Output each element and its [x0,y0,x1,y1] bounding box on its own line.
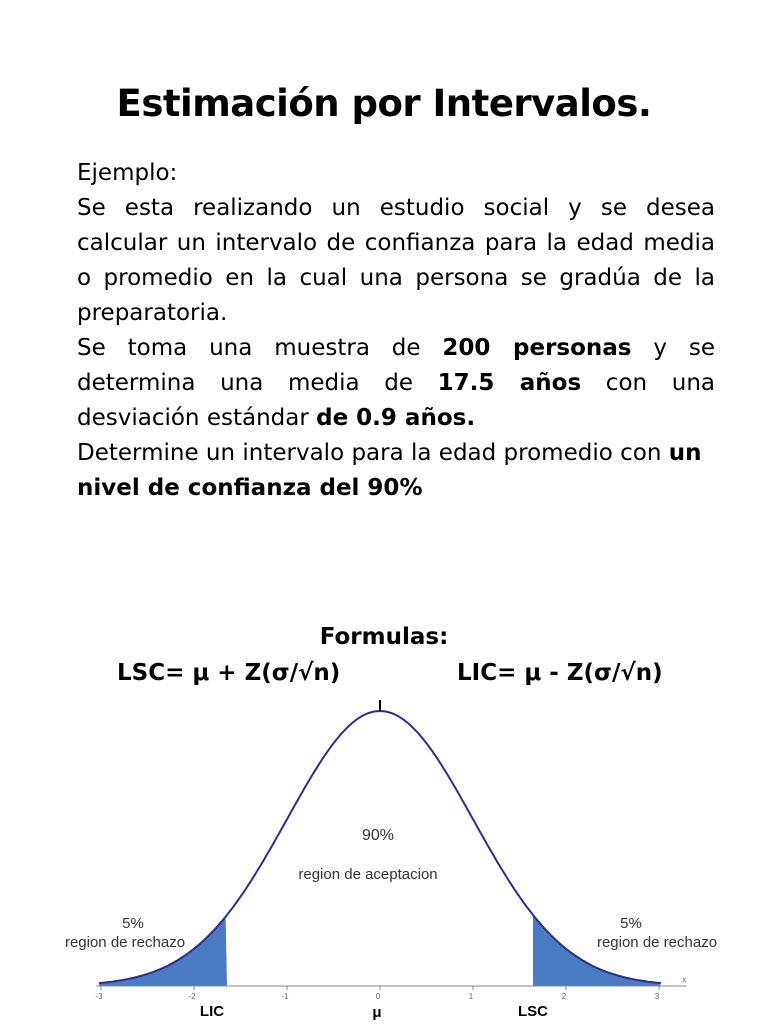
axis-ticks [95,986,659,1001]
example-paragraph-2 [77,331,715,436]
page-title: Estimación por Intervalos. [116,82,652,125]
example-paragraph-3 [77,436,715,506]
axis-tick-label: 2 [561,992,567,1001]
example-label: Ejemplo: [77,160,178,186]
example-text [77,156,715,506]
p2-text-3: con una desviación estándar [77,370,715,431]
example-paragraph-1: Se esta realizando un estudio social y se desea calcular un intervalo de confianza para la edad media o promedio en la cual una persona se gradúa de la preparatoria. [77,195,715,326]
axis-tick-label: -3 [95,992,103,1001]
axis-tick-label: -2 [188,992,196,1001]
sample-mean: 17.5 años [437,370,582,396]
right-tail-percentage: 5% [620,915,642,932]
axis-tick-label: 3 [654,992,660,1001]
formulas-heading: Formulas: [319,624,449,650]
acceptance-region-label: region de aceptacion [298,866,438,883]
lic-marker: LIC [199,1003,225,1020]
p2-text-2: y se determina una media de [77,335,716,396]
std-deviation: de 0.9 años. [316,405,476,431]
p2-text-1: Se toma una muestra de [77,335,443,361]
lsc-marker: LSC [518,1003,548,1020]
right-tail-label: region de rechazo [596,934,718,951]
sample-size: 200 personas [442,335,632,361]
lsc-formula: LSC= μ + Z(σ/√n) [117,660,341,686]
axis-tick-label: 1 [468,992,474,1001]
p3-text-1: Determine un intervalo para la edad promedio con [77,440,669,466]
normal-distribution-figure [0,690,768,1024]
left-tail-label: region de rechazo [64,934,186,951]
axis-tick-label: -1 [281,992,289,1001]
center-percentage: 90% [361,827,395,844]
left-tail-percentage: 5% [122,915,144,932]
axis-tick-label: 0 [375,992,381,1001]
x-axis-label: x [682,975,687,984]
mu-marker: μ [372,1004,382,1021]
confidence-level: un nivel de confianza del 90% [77,440,702,501]
left-rejection-region [99,917,227,986]
lic-formula: LIC= μ - Z(σ/√n) [457,660,663,686]
